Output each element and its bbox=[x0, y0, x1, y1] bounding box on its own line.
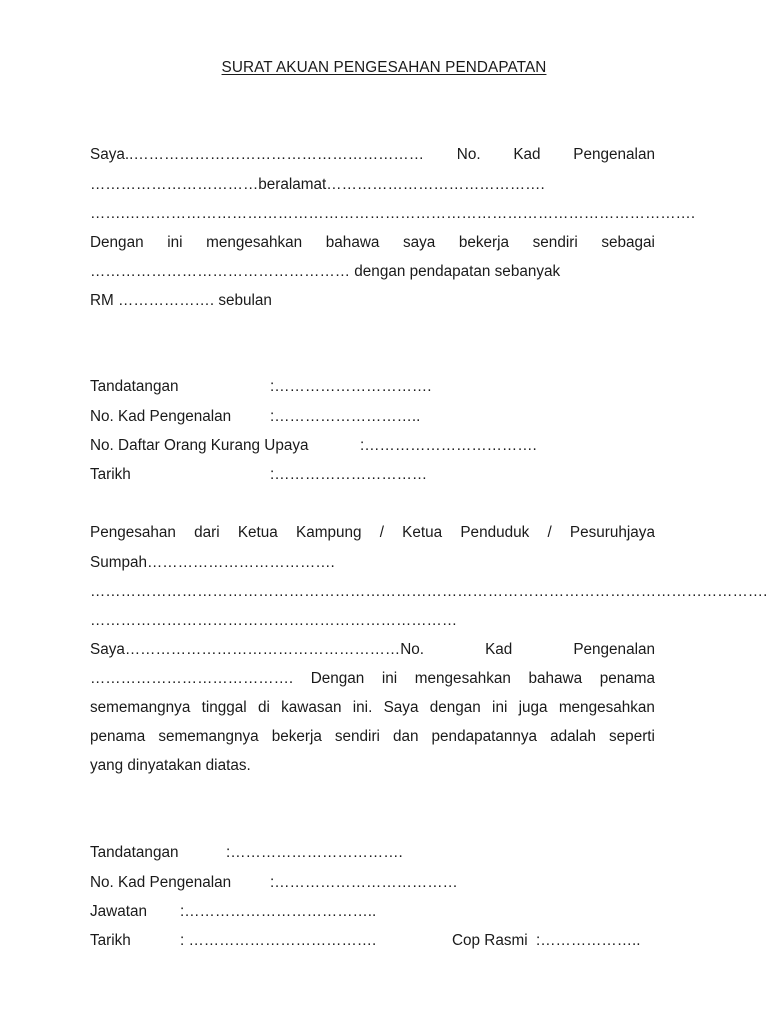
word: pendapatannya bbox=[431, 728, 538, 745]
word: dengan bbox=[429, 699, 481, 716]
word: / bbox=[379, 524, 384, 541]
signature-value: :…………………………. bbox=[270, 378, 432, 395]
word: Dengan bbox=[310, 670, 365, 687]
endorsement-line-8 bbox=[90, 727, 655, 747]
endorser-ic-label: No. Kad Pengenalan bbox=[90, 874, 232, 891]
word: bekerja bbox=[271, 728, 322, 745]
word: Kad bbox=[485, 641, 513, 658]
word: tinggal bbox=[201, 699, 247, 716]
word: Pengenalan bbox=[573, 641, 655, 658]
official-stamp-label: Cop Rasmi bbox=[452, 932, 528, 949]
word: mengesahkan bbox=[206, 234, 303, 251]
official-stamp-value: :……………….. bbox=[536, 932, 641, 949]
oku-number-label: No. Daftar Orang Kurang Upaya bbox=[90, 437, 309, 454]
word: sendiri bbox=[532, 234, 578, 251]
date-label: Tarikh bbox=[90, 466, 131, 483]
endorser-date-label: Tarikh bbox=[90, 932, 131, 949]
word: Saya..………………………………………………… bbox=[90, 146, 425, 163]
word: bahawa bbox=[528, 670, 583, 687]
word: juga bbox=[518, 699, 548, 716]
word: Pesuruhjaya bbox=[569, 524, 655, 541]
word: Kampung bbox=[296, 524, 362, 541]
word: ini bbox=[492, 699, 508, 716]
word: dan bbox=[392, 728, 419, 745]
word: sendiri bbox=[334, 728, 380, 745]
word: seperti bbox=[609, 728, 655, 745]
endorsement-line-4: ……………………………………………………………… bbox=[90, 612, 458, 629]
endorsement-line-5 bbox=[90, 640, 655, 660]
endorsement-line-2: Sumpah………………………………. bbox=[90, 554, 335, 571]
declaration-line-3: …….…………………………………………………………………………………………………. bbox=[90, 205, 696, 222]
declaration-line-2: ……………………………beralamat……………………………………. bbox=[90, 176, 545, 193]
word: / bbox=[547, 524, 552, 541]
endorser-signature-value: :……………………………. bbox=[226, 844, 403, 861]
endorser-position-label: Jawatan bbox=[90, 903, 147, 920]
word: Dengan bbox=[90, 234, 144, 251]
endorser-signature-label: Tandatangan bbox=[90, 844, 179, 861]
word: dari bbox=[194, 524, 220, 541]
word: adalah bbox=[550, 728, 596, 745]
word: mengesahkan bbox=[414, 670, 511, 687]
ic-number-label: No. Kad Pengenalan bbox=[90, 408, 232, 425]
word: Ketua bbox=[237, 524, 278, 541]
word: No. bbox=[456, 146, 481, 163]
ic-number-value: :……………………….. bbox=[270, 408, 421, 425]
word: Pengenalan bbox=[573, 146, 655, 163]
word: …………………………………. bbox=[90, 670, 294, 687]
word: mengesahkan bbox=[558, 699, 655, 716]
endorser-date-value: : ………………………………. bbox=[180, 932, 377, 949]
endorsement-line-1 bbox=[90, 523, 655, 543]
endorser-position-value: :……………………………….. bbox=[180, 903, 377, 920]
word: di bbox=[257, 699, 270, 716]
word: Saya………………………………………………No. bbox=[90, 641, 425, 658]
word: kawasan bbox=[281, 699, 342, 716]
oku-number-value: :……………………………. bbox=[360, 437, 537, 454]
word: ini bbox=[381, 670, 398, 687]
word: ini bbox=[167, 234, 183, 251]
word: saya bbox=[402, 234, 436, 251]
declaration-line-1 bbox=[90, 145, 655, 165]
word: sememangnya bbox=[158, 728, 259, 745]
word: penama bbox=[90, 728, 146, 745]
declaration-line-4 bbox=[90, 233, 655, 253]
word: Ketua bbox=[402, 524, 443, 541]
declaration-line-6: RM ………………. sebulan bbox=[90, 292, 272, 309]
word: sebagai bbox=[601, 234, 655, 251]
endorser-ic-value: :……………………………… bbox=[270, 874, 458, 891]
word: bekerja bbox=[458, 234, 510, 251]
word: Penduduk bbox=[460, 524, 530, 541]
word: Saya bbox=[383, 699, 419, 716]
date-value: :………………………… bbox=[270, 466, 428, 483]
endorsement-line-9: yang dinyatakan diatas. bbox=[90, 757, 251, 774]
word: ini. bbox=[352, 699, 373, 716]
signature-label: Tandatangan bbox=[90, 378, 179, 395]
word: Kad bbox=[513, 146, 541, 163]
word: bahawa bbox=[325, 234, 380, 251]
word: Pengesahan bbox=[90, 524, 176, 541]
endorsement-line-6 bbox=[90, 669, 655, 689]
document-title: SURAT AKUAN PENGESAHAN PENDAPATAN bbox=[221, 59, 547, 76]
declaration-line-5: …………………………………………… dengan pendapatan sebanyak bbox=[90, 263, 561, 280]
word: penama bbox=[599, 670, 655, 687]
word: sememangnya bbox=[90, 699, 191, 716]
endorsement-line-3: ……………………………………………………………………………………………………………………. bbox=[90, 583, 768, 600]
endorsement-line-7 bbox=[90, 698, 655, 718]
